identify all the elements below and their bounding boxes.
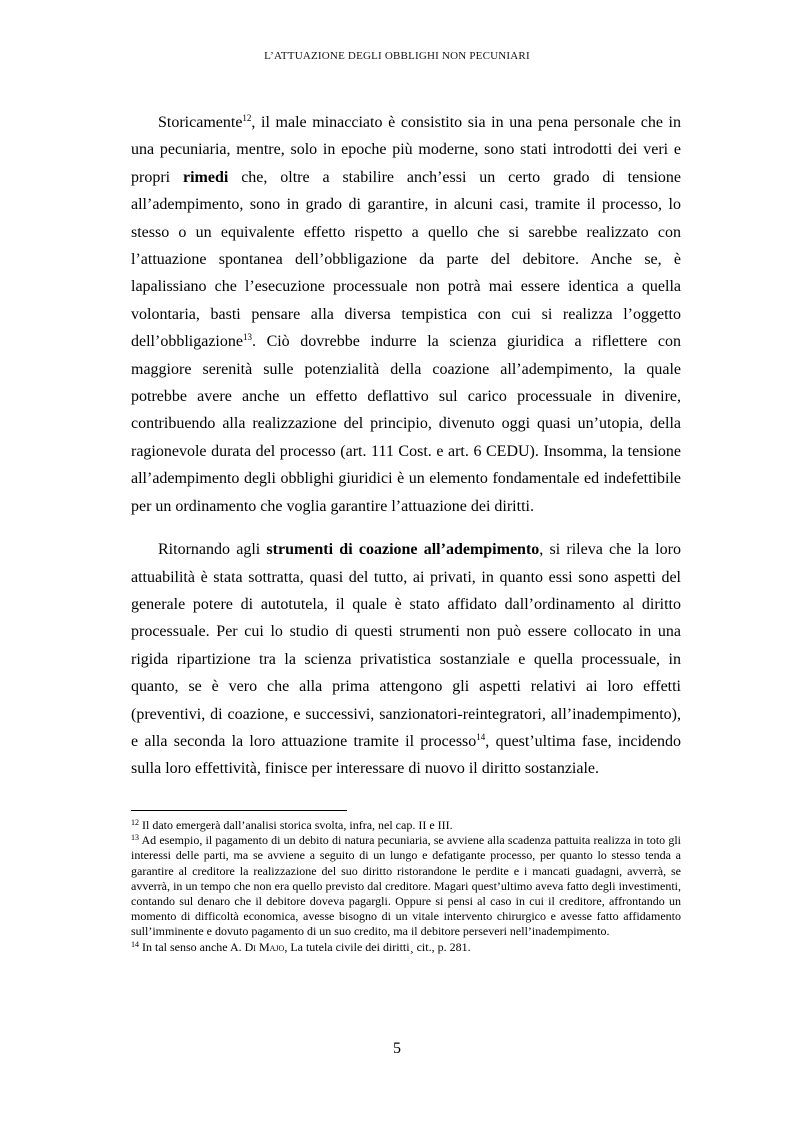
footnote-text: Il dato emergerà dall’analisi storica svolta, infra, nel cap. II e III. <box>139 818 453 832</box>
footnote-ref-14[interactable]: 14 <box>476 731 486 742</box>
author-name: Di Majo <box>244 939 285 954</box>
paragraph-2 <box>131 536 681 783</box>
footnote-number: 12 <box>131 818 139 827</box>
text-span: , si rileva che la loro attuabilità è stata sottratta, quasi del tutto, ai privati, in quanto essi sono aspetti del generale potere di autotutela, il quale è stato affidato dall’ordinamento al diritto processuale. Per cui lo studio di questi strumenti non può essere collocato in una rigida ripartizione tra la scienza privatistica sostanziale e quella processuale, in quanto, se è vero che alla prima attengono gli aspetti relativi ai loro effetti (preventivi, di coazione, e successivi, sanzionatori-reintegratori, all’inadempimento), e alla seconda la loro attuazione tramite il processo <box>131 541 681 750</box>
bold-term-strumenti: strumenti di coazione all’adempimento <box>266 541 540 559</box>
footnote-ref-13[interactable]: 13 <box>242 332 252 343</box>
body-text <box>131 109 681 783</box>
footnote-text: In tal senso anche A. <box>139 939 245 954</box>
text-span: Ritornando agli <box>158 541 267 559</box>
running-header: L’ATTUAZIONE DEGLI OBBLIGHI NON PECUNIARI <box>264 50 530 62</box>
footnote-text: , La tutela civile dei diritti¸ cit., p. 281. <box>284 939 471 954</box>
footnotes <box>131 818 681 955</box>
text-span: Storicamente <box>158 114 243 131</box>
bold-term-rimedi: rimedi <box>182 168 229 186</box>
text-span: , il male minacciato è consistito sia in una pena personale che in una pecuniaria, mentre, solo in epoche più moderne, sono stati introdotti dei veri e propri <box>131 114 681 186</box>
footnote-text: Ad esempio, il pagamento di un debito di natura pecuniaria, se avviene alla scadenza pattuita realizza in toto gli interessi delle parti, ma se avviene a seguito di un lungo e defatigante processo, per quanto lo stesso tenda a garantire al creditore la realizzazione del suo diritto ristorandone le perdite e i mancati guadagni, avverrà, se avverrà, in un tempo che non era quello previsto dal creditore. Magari quest’ultimo aveva fatto degli investimenti, contando sul denaro che il debitore doveva pagargli. Oppure si pensi al caso in cui il creditore, affrontando un momento di difficoltà economica, avesse bisogno di un vitale intervento chirurgico e avesse fatto affidamento sull’imminente e dovuto pagamento di un suo credito, ma il debitore perseveri nell’inadempimento. <box>131 833 681 939</box>
footnote-12 <box>131 818 681 833</box>
text-span: . Ciò dovrebbe indurre la scienza giuridica a riflettere con maggiore serenità sulle potenzialità della coazione all’adempimento, la quale potrebbe avere anche un effetto deflattivo sul carico processuale in divenire, contribuendo alla realizzazione del principio, divenuto oggi quasi un’utopia, della ragionevole durata del processo (art. 111 Cost. e art. 6 CEDU). Insomma, la tensione all’adempimento degli obblighi giuridici è un elemento fondamentale ed indefettibile per un ordinamento che voglia garantire l’attuazione dei diritti. <box>131 333 681 515</box>
footnote-14 <box>131 940 681 955</box>
footnote-number: 13 <box>131 833 139 843</box>
text-span: che, oltre a stabilire anch’essi un certo grado di tensione all’adempimento, sono in grado di garantire, in alcuni casi, tramite il processo, lo stesso o un equivalente effetto rispetto a quello che si sarebbe realizzato con l’attuazione spontanea dell’obbligazione da parte del debitore. Anche se, è lapalissiano che l’esecuzione processuale non potrà mai essere identica a quella volontaria, basti pensare alla diversa tempistica con cui si realizza l’oggetto dell’obbligazione <box>131 168 681 351</box>
paragraph-1 <box>131 109 681 520</box>
text-span: , quest’ultima fase, incidendo sulla loro effettività, finisce per interessare di nuovo il diritto sostanziale. <box>131 732 681 778</box>
page-number: 5 <box>393 1040 401 1057</box>
footnote-separator <box>131 810 347 811</box>
footnote-13 <box>131 833 681 939</box>
footnote-ref-12[interactable]: 12 <box>242 113 252 123</box>
footnote-number: 14 <box>131 939 139 949</box>
